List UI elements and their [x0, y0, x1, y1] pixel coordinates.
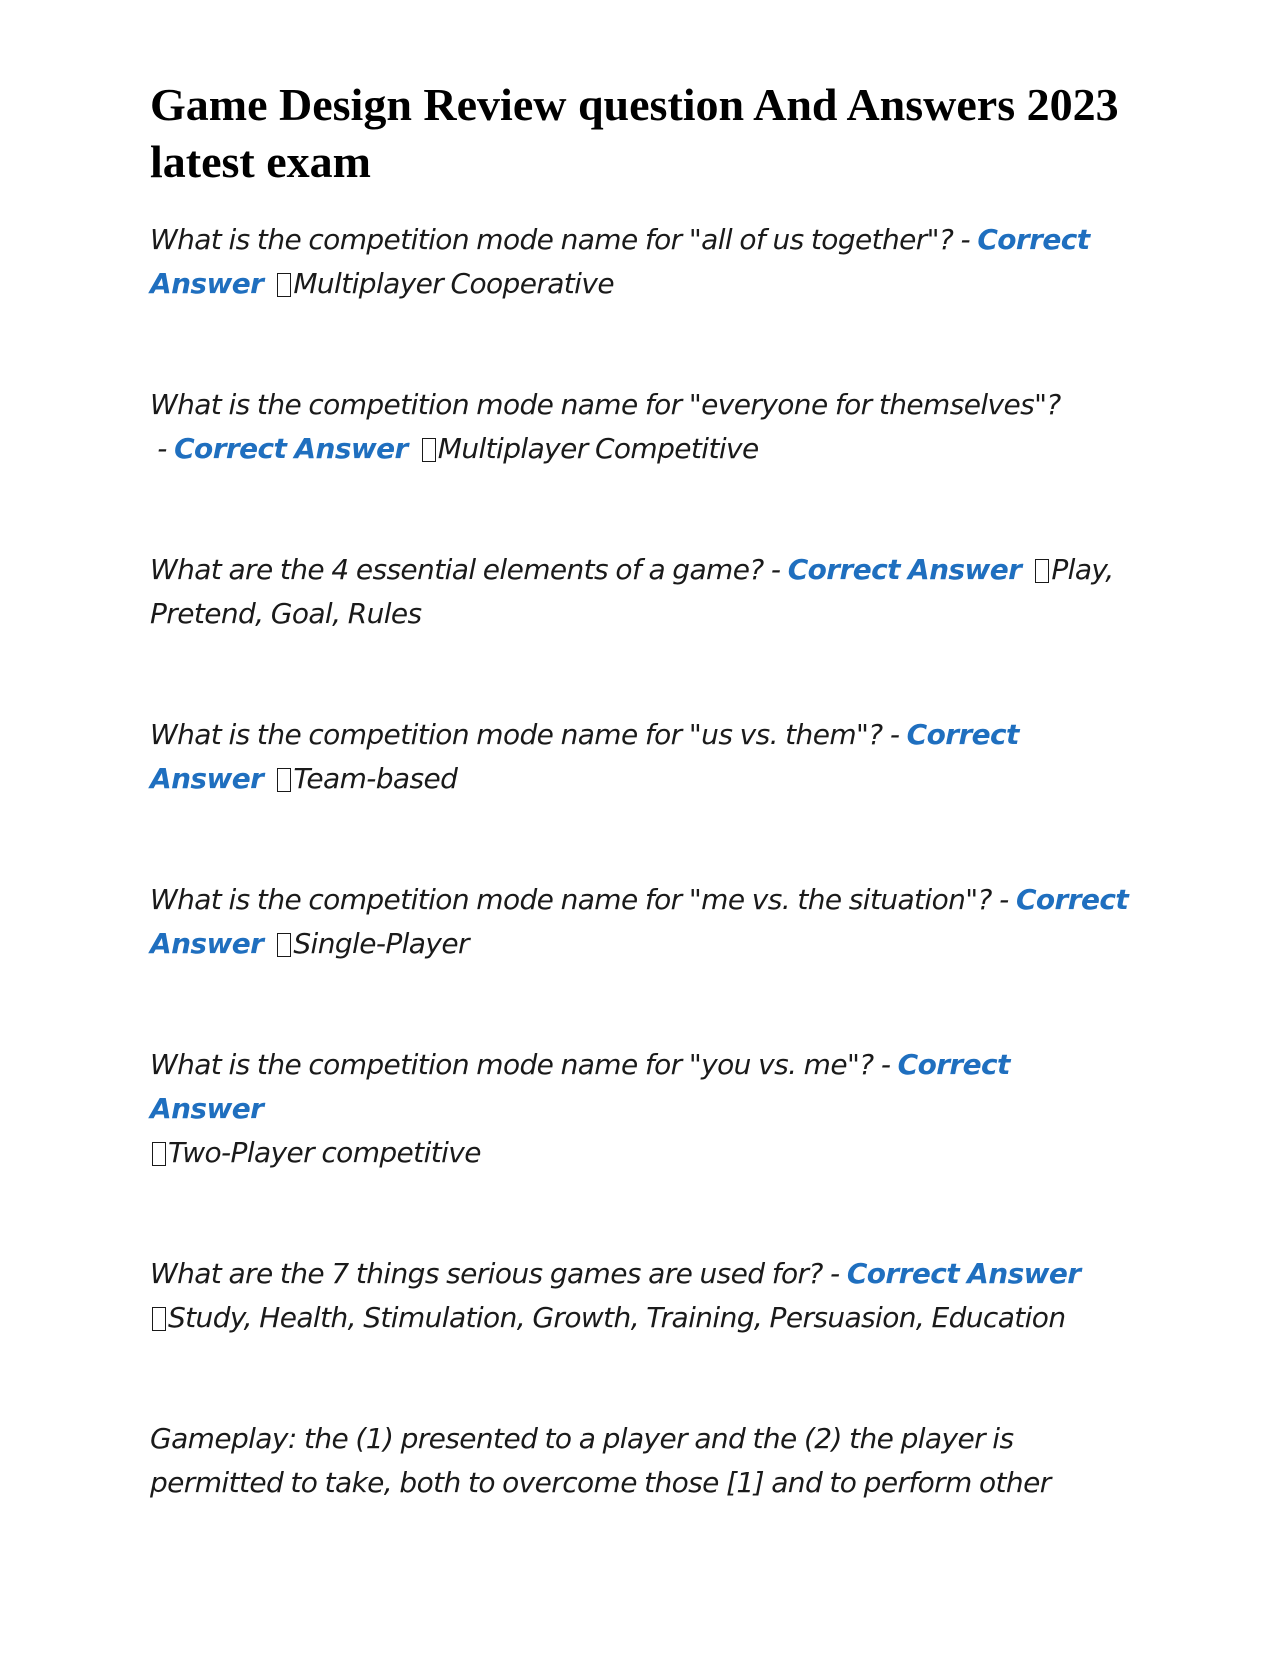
separator: -: [953, 223, 978, 256]
document-page: [150, 76, 1130, 1582]
correct-answer-label: Correct Answer: [846, 1257, 1081, 1290]
question-text: What are the 4 essential elements of a game?: [150, 553, 764, 586]
correct-answer-label: Correct Answer: [787, 553, 1022, 586]
missing-glyph-icon: [277, 933, 291, 957]
missing-glyph-icon: [152, 1142, 166, 1166]
correct-answer-label: Correct Answer: [174, 432, 408, 465]
correct-answer-label: Correct Answer: [150, 223, 1090, 300]
separator: -: [763, 553, 788, 586]
qa-item: [150, 1417, 1130, 1505]
answer-text: Two-Player competitive: [168, 1136, 481, 1169]
missing-glyph-icon: [277, 273, 291, 297]
separator: -: [150, 432, 175, 465]
question-text: What is the competition mode name for "all of us together"?: [150, 223, 954, 256]
qa-item: [150, 383, 1130, 471]
question-text: What are the 7 things serious games are used for?: [150, 1257, 823, 1290]
correct-answer-label: Correct Answer: [150, 1048, 1010, 1125]
qa-item: [150, 1043, 1130, 1175]
question-text: What is the competition mode name for "me vs. the situation"?: [150, 883, 992, 916]
separator: -: [882, 718, 907, 751]
document-title: Game Design Review question And Answers 2023 latest exam: [150, 79, 1119, 187]
missing-glyph-icon: [152, 1307, 166, 1331]
qa-item: [150, 218, 1130, 306]
qa-item: [150, 1252, 1130, 1340]
question-text: What is the competition mode name for "us vs. them"?: [150, 718, 883, 751]
question-text: Gameplay: the (1) presented to a player and the (2) the player is permitted to take, both to overcome those [1] and to perform other: [150, 1422, 1051, 1499]
separator: -: [991, 883, 1016, 916]
qa-item: [150, 878, 1130, 966]
qa-item: [150, 548, 1130, 636]
answer-text: Team-based: [293, 762, 458, 795]
answer-text: Play, Pretend, Goal, Rules: [150, 553, 1114, 630]
answer-text: Single-Player: [293, 927, 469, 960]
missing-glyph-icon: [277, 768, 291, 792]
missing-glyph-icon: [1035, 559, 1049, 583]
answer-text: Study, Health, Stimulation, Growth, Training, Persuasion, Education: [168, 1301, 1066, 1334]
question-text: What is the competition mode name for "you vs. me"?: [150, 1048, 874, 1081]
separator: -: [873, 1048, 898, 1081]
answer-text: Multiplayer Cooperative: [293, 267, 614, 300]
answer-text: Multiplayer Competitive: [437, 432, 759, 465]
qa-item: [150, 713, 1130, 801]
question-text: What is the competition mode name for "everyone for themselves"?: [150, 388, 1061, 421]
correct-answer-label: Correct Answer: [150, 718, 1019, 795]
separator: -: [822, 1257, 847, 1290]
correct-answer-label: Correct Answer: [150, 883, 1129, 960]
missing-glyph-icon: [422, 438, 436, 462]
